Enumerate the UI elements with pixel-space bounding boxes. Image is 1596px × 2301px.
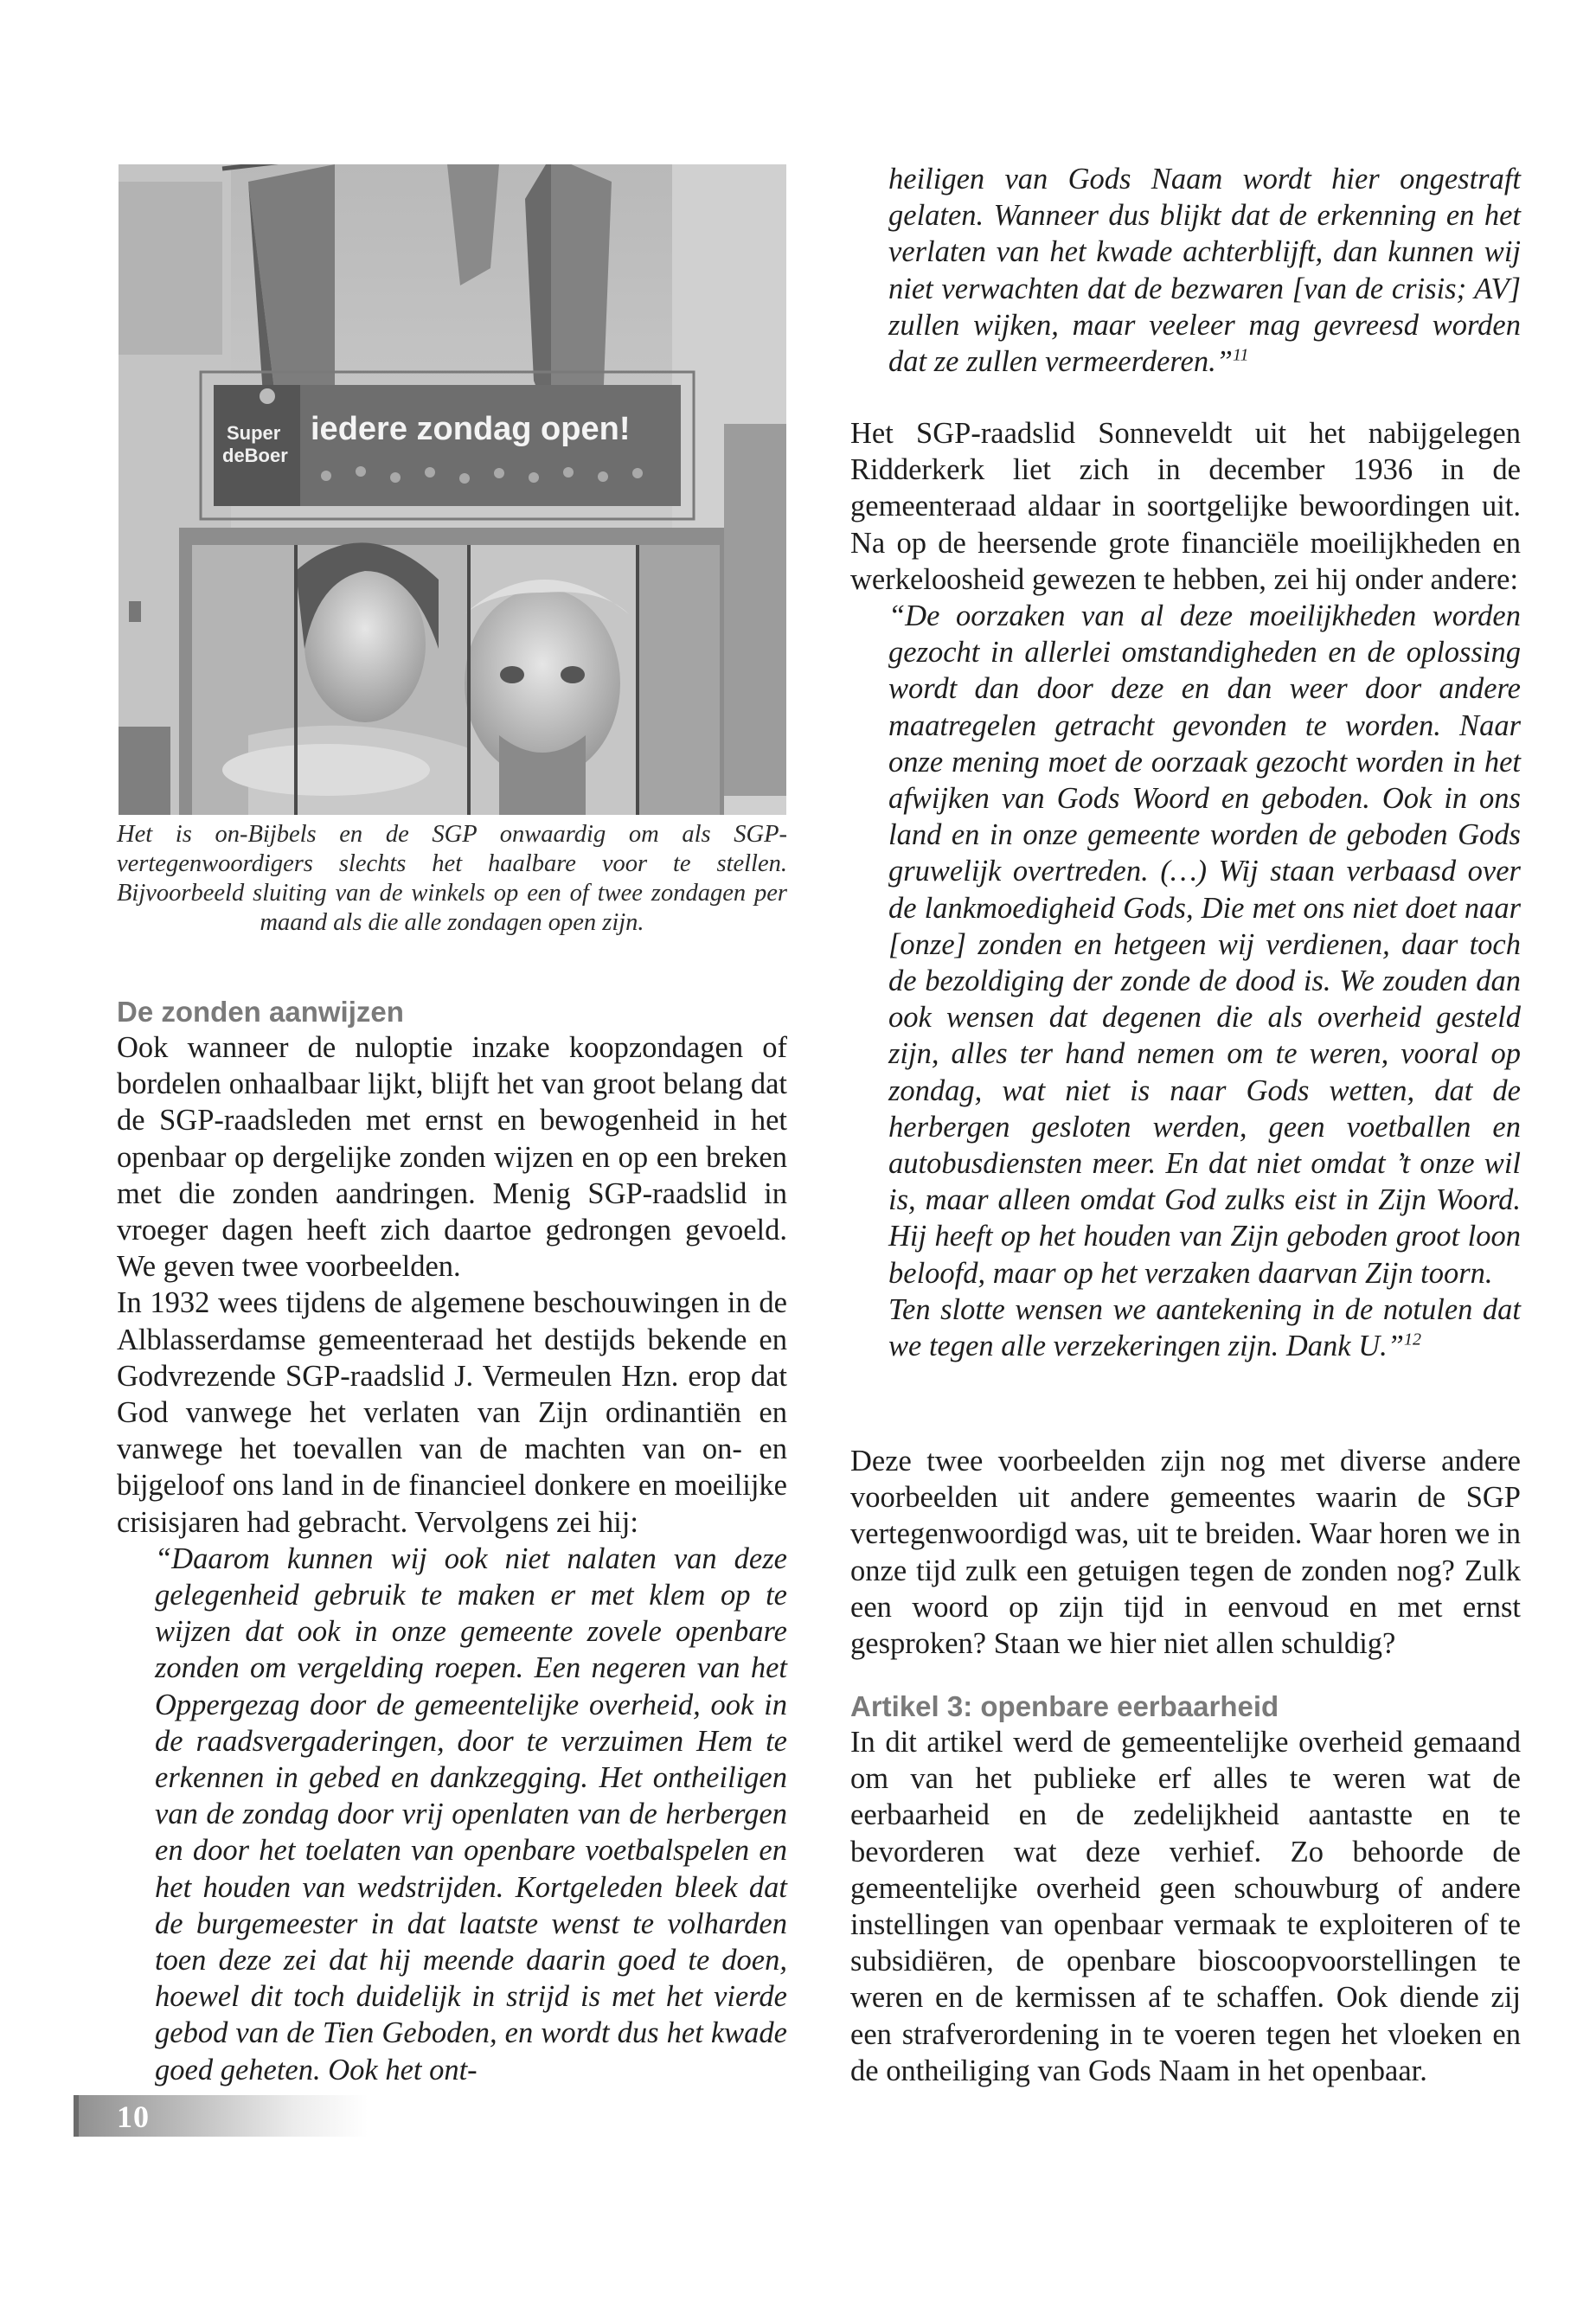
- storefront-photo: [119, 164, 786, 815]
- paragraph: In 1932 wees tijdens de algemene beschouwingen in de Alblasserdamse gemeenteraad het destijds bekende en Godvrezende SGP-raadslid J. Vermeulen Hzn. erop dat God vanwege het verlaten van Zijn ordinantiën en vanwege het toevallen van de machten van on- en bijgeloof ons land in de financieel donkere en moeilijke crisisjaren had gebracht. Vervolgens zei hij:: [117, 1286, 787, 1539]
- paragraph: Ook wanneer de nuloptie inzake koopzondagen of bordelen onhaalbaar lijkt, blijft het van groot belang dat de SGP-raadsleden met ernst en bewogenheid in het openbaar op dergelijke zonden wijzen en op een breken met die zonden aandringen. Menig SGP-raadslid in vroeger dagen heeft zich daartoe gedrongen gevoeld. We geven twee voorbeelden.: [117, 1031, 787, 1284]
- banner-brand-line2: deBoer: [222, 445, 288, 466]
- footnote-marker: 12: [1403, 1330, 1421, 1349]
- quote-closing-text: Ten slotte wensen we aantekening in de notulen dat we tegen alle verzekeringen zijn. Dank U.”: [888, 1292, 1521, 1363]
- photo-caption: Het is on-Bijbels en de SGP onwaardig om als SGP-vertegenwoordigers slechts het haalbare voor te stellen. Bijvoorbeeld sluiting van de winkels op een of twee zondagen per maand als die alle zondagen open zijn.: [117, 821, 787, 936]
- section-heading-zonden: De zonden aanwijzen: [117, 996, 404, 1028]
- quote-sonneveldt-closing: [850, 1292, 1521, 1364]
- paragraph: Deze twee voorbeelden zijn nog met diverse andere voorbeelden uit andere gemeentes waarin de SGP vertegenwoordigd was, uit te breiden. Waar horen we in onze tijd zulk een getuigen tegen de zonden nog? Zulk een woord op zijn tijd in eenvoud en met ernst gesproken? Staan we hier niet allen schuldig?: [850, 1445, 1521, 1661]
- quote-vermeulen: “Daarom kunnen wij ook niet nalaten van deze gelegenheid gebruik te maken er met klem op te wijzen dat ook in onze gemeente zovele openbare zonden om vergelding roepen. Een negeren van het Oppergezag door de gemeentelijke overheid, ook in de raadsvergaderingen, door te verzuimen Hem te erkennen in gebed en dankzegging. Het ontheiligen van de zondag door vrij openlaten van de herbergen en door het toelaten van openbare voetbalspelen en het houden van wedstrijden. Kortgeleden bleek dat de burgemeester in dat laatste wenst te volharden toen deze zei dat hij meende daarin goed te doen, hoewel dit toch duidelijk in strijd is met het vierde gebod van de Tien Geboden, en wordt dus het kwade goed geheten. Ook het ont-: [155, 1541, 787, 2086]
- quote-continuation: [850, 161, 1521, 380]
- banner-brand-line1: Super: [227, 422, 281, 444]
- banner-slogan: iedere zondag open!: [311, 411, 631, 447]
- page-number-bar: [74, 2095, 368, 2137]
- paragraph: Het SGP-raadslid Sonneveldt uit het nabijgelegen Ridderkerk liet zich in december 1936 in de gemeenteraad aldaar in soortgelijke bewoordingen uit. Na op de heersende grote financiële moeilijkheden en werkeloosheid gewezen te hebben, zei hij onder andere:: [850, 417, 1521, 596]
- quote-sonneveldt: “De oorzaken van al deze moeilijkheden worden gezocht in allerlei omstandigheden en de oplossing wordt dan door deze en dan weer door andere maatregelen getracht gevonden te worden. Naar onze mening moet de oorzaak gezocht worden in het afwijken van Gods Woord en geboden. Ook in ons land en in onze gemeente worden de geboden Gods gruwelijk overtreden. (…) Wij staan verbaasd over de lankmoedigheid Gods, Die met ons niet doet naar [onze] zonden en hetgeen wij verdienen, daar toch de bezoldiging der zonde de dood is. We zouden dan ook wensen dat degenen die als overheid gesteld zijn, alles ter hand nemen om te weren, vooral op zondag, wat niet is naar Gods wetten, dat de herbergen gesloten werden, geen voetballen en autobusdiensten meer. En dat niet omdat ’t onze wil is, maar alleen omdat God zulks eist in Zijn Woord. Hij heeft op het houden van Zijn geboden groot loon beloofd, maar op het verzaken daarvan Zijn toorn.: [888, 599, 1521, 1290]
- section-heading-artikel3: Artikel 3: openbare eerbaarheid: [850, 1690, 1279, 1722]
- page-number: 10: [117, 2099, 150, 2134]
- paragraph: In dit artikel werd de gemeentelijke overheid gemaand om van het publieke erf alles te weren wat de eerbaarheid en de zedelijkheid aantastte en te bevorderen wat deze verhief. Zo behoorde de gemeentelijke overheid geen schouwburg of andere instellingen van openbaar vermaak te exploiteren of te subsidiëren, de openbare bioscoopvoorstellingen te weren en de kermissen af te schaffen. Ook diende zij een strafverordening in te voeren tegen het vloeken en de ontheiliging van Gods Naam in het openbaar.: [850, 1726, 1521, 2087]
- page-number-tick: [74, 2095, 79, 2137]
- quote-continuation-text: heiligen van Gods Naam wordt hier ongestraft gelaten. Wanneer dus blijkt dat de erkenning en het verlaten van het kwade achterblijft, dan kunnen wij niet verwachten dat de bezwaren [van de crisis; AV] zullen wijken, maar veeleer mag gevreesd worden dat ze zullen vermeerderen.”: [888, 163, 1521, 379]
- footnote-marker: 11: [1232, 345, 1249, 365]
